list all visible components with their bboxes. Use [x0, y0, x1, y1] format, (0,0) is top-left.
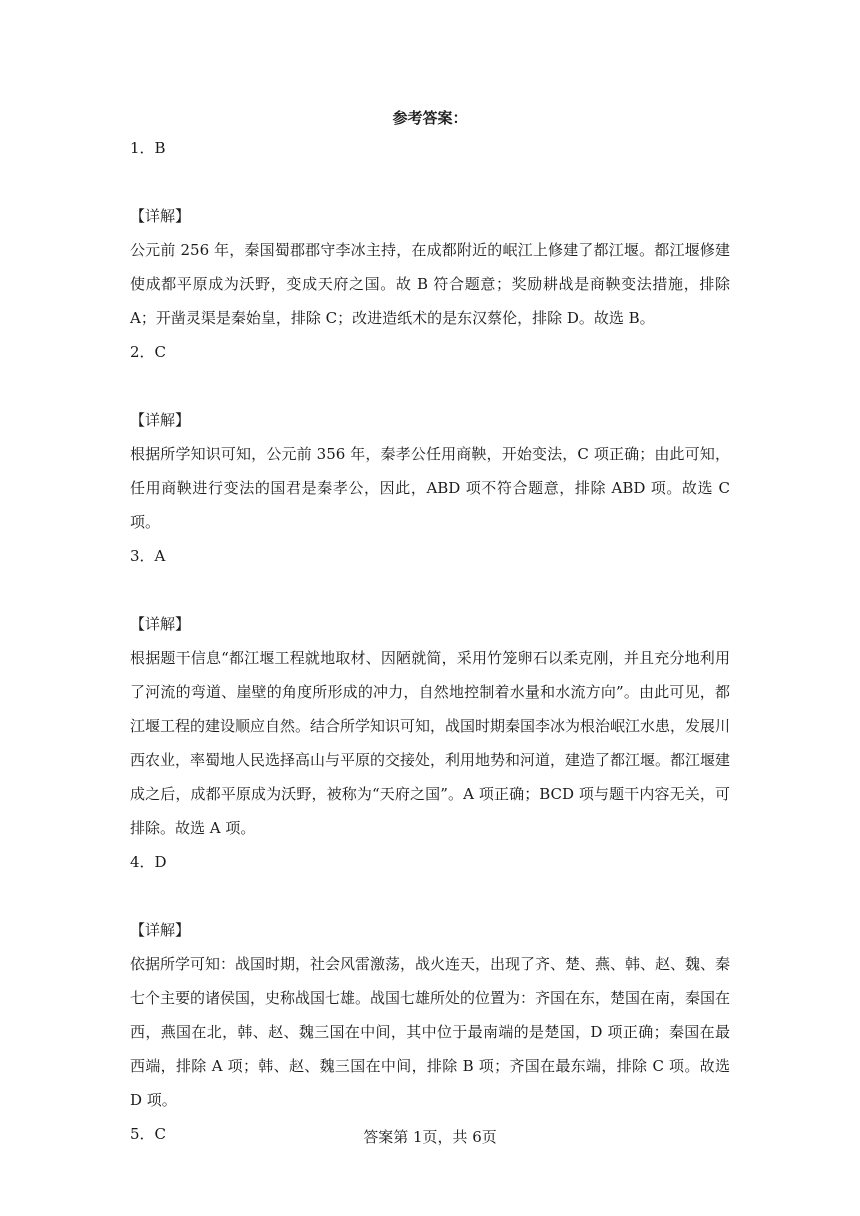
question-number: 4．D [130, 853, 167, 871]
answer-explanation: 依据所学可知：战国时期，社会风雷激荡，战火连天，出现了齐、楚、燕、韩、赵、魏、秦七个主要的诸侯国，史称战国七雄。战国七雄所处的位置为：齐国在东，楚国在南，秦国在西，燕国在北，韩、赵、魏三国在中间，其中位于最南端的是楚国，D 项正确；秦国在最西端，排除 A 项；韩、赵、魏三国在中间，排除 B 项；齐国在最东端，排除 C 项。故选 D 项。 [130, 955, 731, 1109]
detail-label: 【详解】 [130, 615, 191, 633]
spacer [130, 879, 730, 913]
question-number: 3．A [130, 547, 166, 565]
spacer [130, 369, 730, 403]
answer-list [130, 131, 730, 1151]
answer-explanation: 根据所学知识可知，公元前 356 年，秦孝公任用商鞅，开始变法，C 项正确；由此可知，任用商鞅进行变法的国君是秦孝公，因此，ABD 项不符合题意，排除 ABD 项。故选 C 项。 [130, 445, 730, 531]
question-number: 2．C [130, 343, 167, 361]
detail-label: 【详解】 [130, 921, 191, 939]
question-number: 1．B [130, 139, 166, 157]
detail-label: 【详解】 [130, 411, 191, 429]
detail-label: 【详解】 [130, 207, 191, 225]
page-title: 参考答案： [392, 109, 468, 127]
answer-explanation: 公元前 256 年，秦国蜀郡郡守李冰主持，在成都附近的岷江上修建了都江堰。都江堰修建使成都平原成为沃野，变成天府之国。故 B 符合题意；奖励耕战是商鞅变法措施，排除 A；开凿灵渠是秦始皇，排除 C；改进造纸术的是东汉蔡伦，排除 D。故选 B。 [130, 241, 730, 327]
answer-explanation: 根据题干信息“都江堰工程就地取材、因陋就简，采用竹笼卵石以柔克刚，并且充分地利用了河流的弯道、崖壁的角度所形成的冲力，自然地控制着水量和水流方向”。由此可见，都江堰工程的建设顺应自然。结合所学知识可知，战国时期秦国李冰为根治岷江水患，发展川西农业，率蜀地人民选择高山与平原的交接处，利用地势和河道，建造了都江堰。都江堰建成之后，成都平原成为沃野，被称为“天府之国”。A 项正确；BCD 项与题干内容无关，可排除。故选 A 项。 [130, 649, 731, 837]
spacer [130, 573, 730, 607]
page-footer: 答案第 1页，共 6页 [363, 1128, 497, 1146]
spacer [130, 165, 730, 199]
question-number: 5．C [130, 1125, 167, 1143]
